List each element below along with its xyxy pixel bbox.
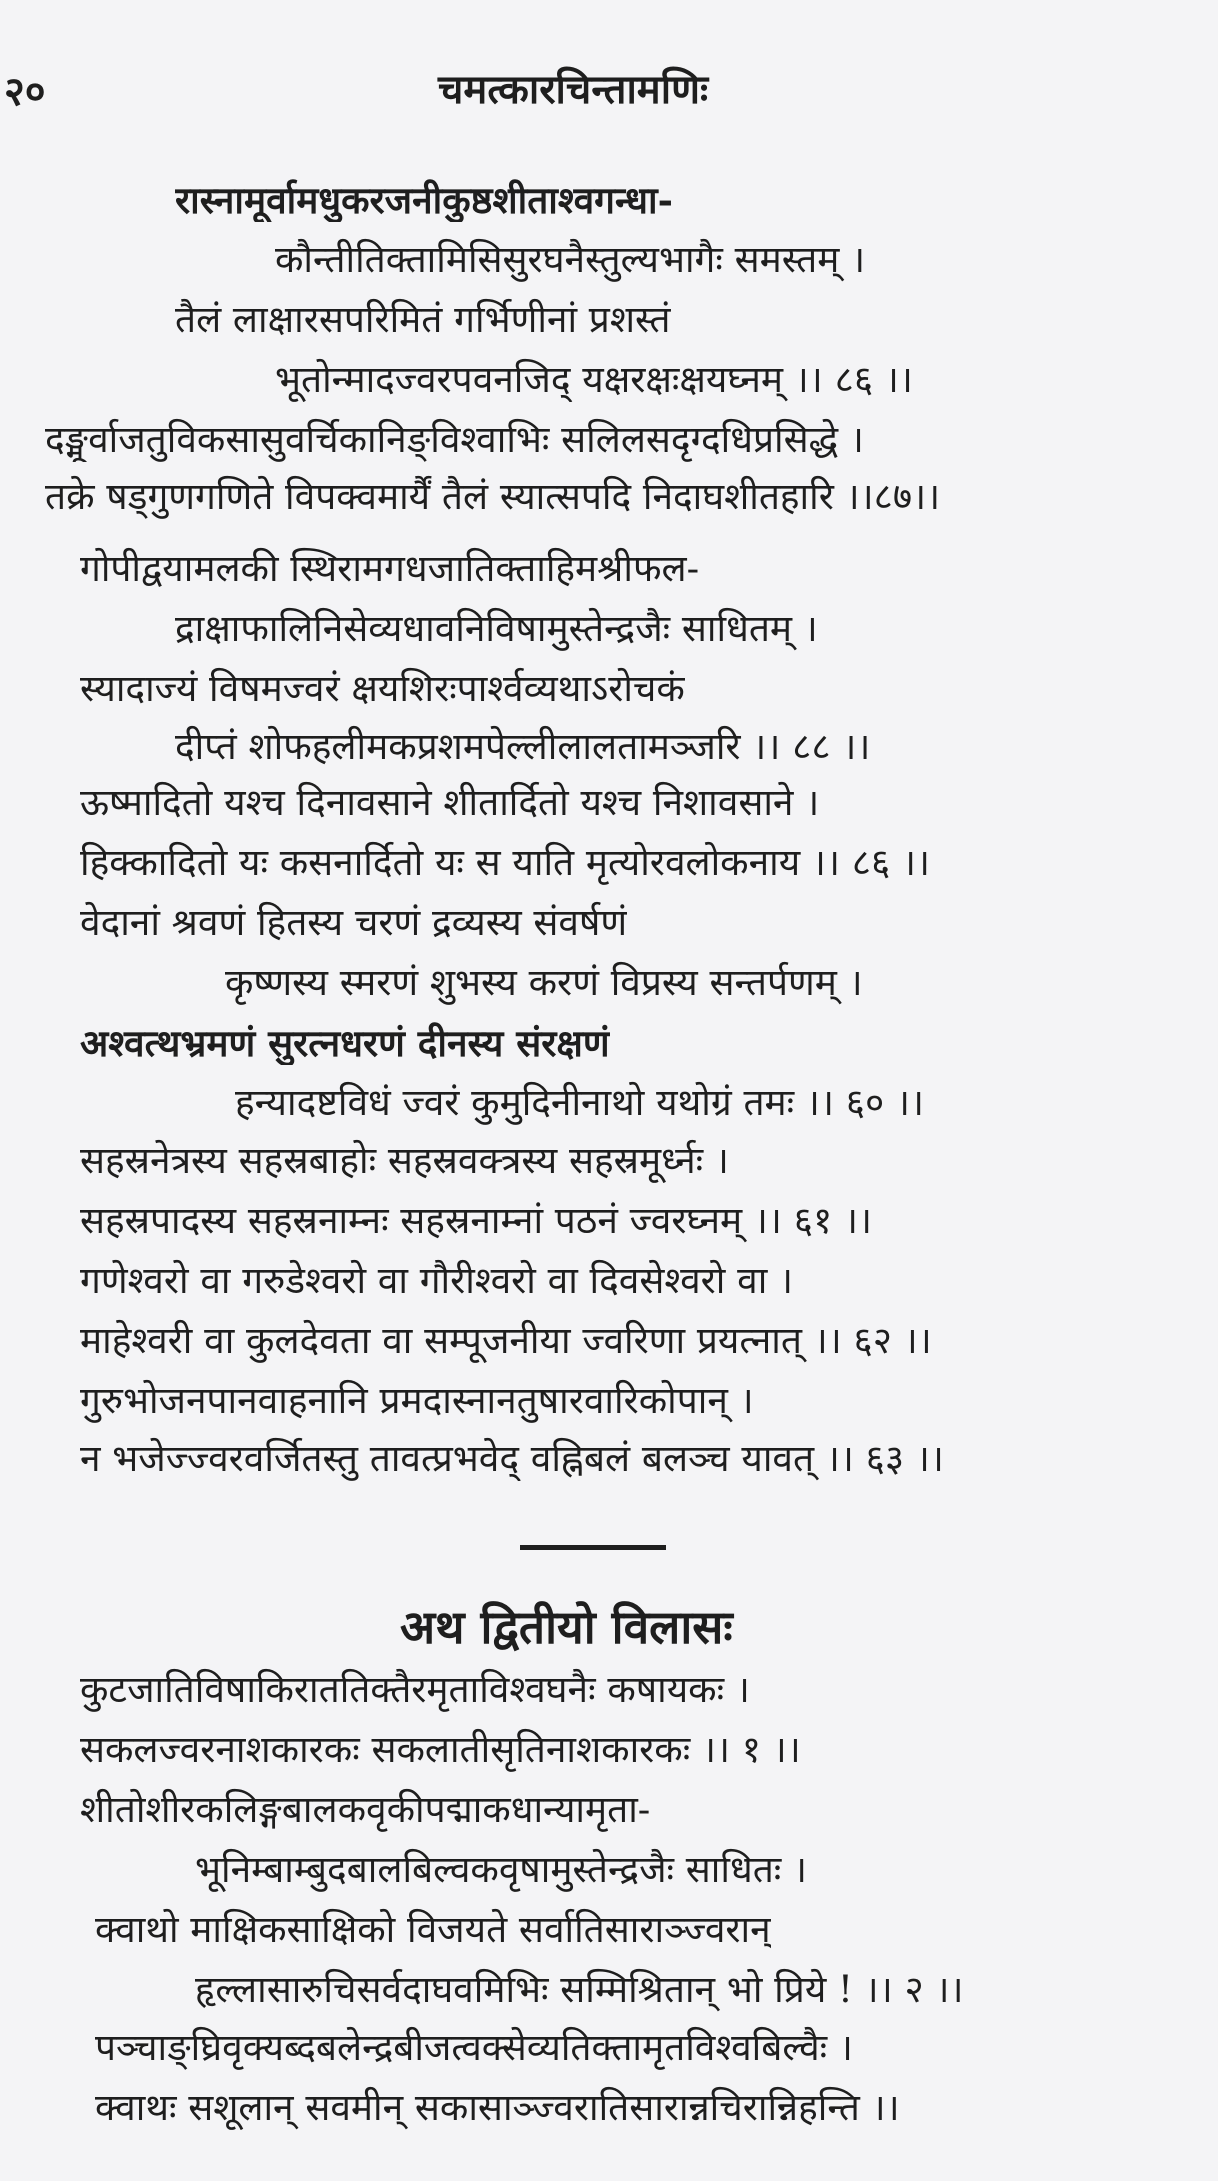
- verse-line: कौन्तीतिक्तामिसिसुरघनैस्तुल्यभागैः समस्तम् ।: [275, 238, 866, 281]
- section-heading: अथ द्वितीयो विलासः: [400, 1600, 733, 1654]
- verse-line: भूनिम्बाम्बुदबालबिल्वकवृषामुस्तेन्द्रजैः साधितः ।: [195, 1848, 808, 1891]
- page-number: २०: [4, 68, 46, 115]
- verse-line: माहेश्वरी वा कुलदेवता वा सम्पूजनीया ज्वरिणा प्रयत्नात् ।। ६२ ।।: [80, 1319, 932, 1362]
- verse-line: सकलज्वरनाशकारकः सकलातीसृतिनाशकारकः ।। १ ।।: [80, 1728, 801, 1771]
- verse-line: भूतोन्मादज्वरपवनजिद् यक्षरक्षःक्षयघ्नम् ।। ८६ ।।: [275, 358, 913, 401]
- verse-line: तैलं लाक्षारसपरिमितं गर्भिणीनां प्रशस्तं: [175, 298, 671, 341]
- verse-line: न भजेज्ज्वरवर्जितस्तु तावत्प्रभवेद् वह्निबलं बलञ्च यावत् ।। ६३ ।।: [80, 1437, 944, 1480]
- verse-line: कुटजातिविषाकिराततिक्तैरमृताविश्वघनैः कषायकः ।: [80, 1668, 750, 1711]
- verse-line: हन्यादष्टविधं ज्वरं कुमुदिनीनाथो यथोग्रं तमः ।। ६० ।।: [235, 1081, 925, 1124]
- verse-line: क्वाथो माक्षिकसाक्षिको विजयते सर्वातिसाराञ्ज्वरान्: [95, 1908, 771, 1951]
- verse-line: पञ्चाङ्घ्रिवृक्यब्दबलेन्द्रबीजत्वक्सेव्यतिक्तामृतविश्वबिल्वैः ।: [95, 2026, 853, 2069]
- verse-line: रास्नामूर्वामधुकरजनीकुष्ठशीताश्वगन्धा-: [175, 178, 673, 222]
- section-separator: [520, 1545, 666, 1550]
- verse-line: दीप्तं शोफहलीमकप्रशमपेल्लीलालतामञ्जरि ।। ८८ ।।: [175, 725, 871, 768]
- verse-line: वेदानां श्रवणं हितस्य चरणं द्रव्यस्य संवर्षणं: [80, 901, 628, 944]
- verse-line: हृल्लासारुचिसर्वदाघवमिभिः सम्मिश्रितान् भो प्रिये ! ।। २ ।।: [195, 1968, 964, 2011]
- verse-line: शीतोशीरकलिङ्गबालकवृकीपद्माकधान्यामृता-: [80, 1788, 651, 1831]
- verse-line: गोपीद्वयामलकी स्थिरामगधजातिक्ताहिमश्रीफल-: [80, 547, 700, 590]
- verse-line: दङ्मूर्वाजतुविकसासुवर्चिकानिङ्विश्वाभिः सलिलसदृग्दधिप्रसिद्धे ।: [45, 418, 864, 461]
- verse-line: क्वाथः सशूलान् सवमीन् सकासाञ्ज्वरातिसारान्नचिरान्निहन्ति ।।: [95, 2086, 900, 2129]
- verse-line: गुरुभोजनपानवाहनानि प्रमदास्नानतुषारवारिकोपान् ।: [80, 1379, 754, 1422]
- verse-line: हिक्कादितो यः कसनार्दितो यः स याति मृत्योरवलोकनाय ।। ८६ ।।: [80, 841, 931, 884]
- verse-line: कृष्णस्य स्मरणं शुभस्य करणं विप्रस्य सन्तर्पणम् ।: [225, 961, 863, 1004]
- verse-line: सहस्रनेत्रस्य सहस्रबाहोः सहस्रवक्त्रस्य सहस्रमूर्ध्नः ।: [80, 1139, 729, 1182]
- verse-line: अश्वत्थभ्रमणं सुरत्नधरणं दीनस्य संरक्षणं: [80, 1021, 610, 1065]
- verse-line: गणेश्वरो वा गरुडेश्वरो वा गौरीश्वरो वा दिवसेश्वरो वा ।: [80, 1259, 794, 1302]
- running-head: चमत्कारचिन्तामणिः: [438, 66, 709, 113]
- verse-line: तक्रे षड्गुणगणिते विपक्वमार्यैं तैलं स्यात्सपदि निदाघशीतहारि ।।८७।।: [45, 475, 941, 518]
- verse-line: ऊष्मादितो यश्च दिनावसाने शीतार्दितो यश्च निशावसाने ।: [80, 781, 820, 824]
- verse-line: द्राक्षाफालिनिसेव्यधावनिविषामुस्तेन्द्रजैः साधितम् ।: [175, 607, 818, 650]
- verse-line: स्यादाज्यं विषमज्वरं क्षयशिरःपार्श्वव्यथाऽरोचकं: [80, 667, 685, 710]
- verse-line: सहस्रपादस्य सहस्रनाम्नः सहस्रनाम्नां पठनं ज्वरघ्नम् ।। ६१ ।।: [80, 1199, 872, 1242]
